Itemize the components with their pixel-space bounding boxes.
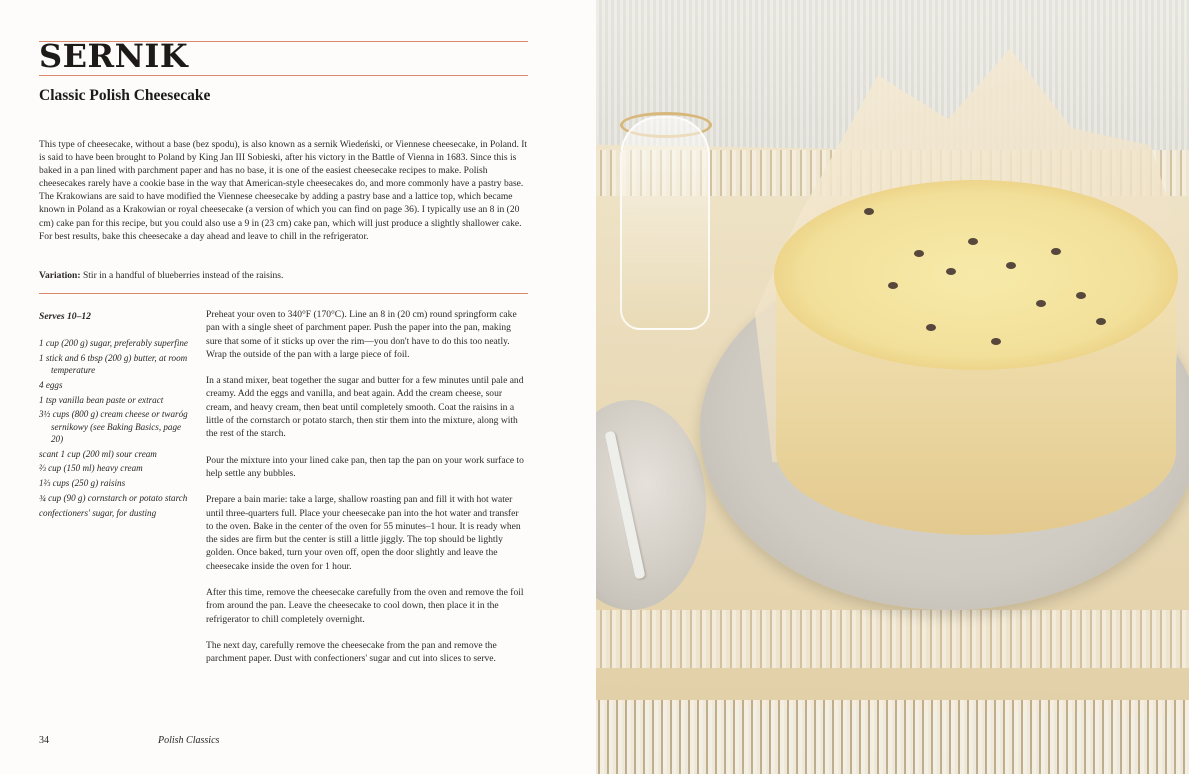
- ingredient-item: ⅔ cup (150 ml) heavy cream: [39, 463, 143, 474]
- section-rule: [39, 293, 528, 294]
- raisin: [864, 208, 874, 215]
- lace-trim: [596, 700, 1189, 774]
- ingredient-item: confectioners' sugar, for dusting: [39, 507, 157, 518]
- page-number: 34: [39, 735, 49, 746]
- method-step: Prepare a bain marie: take a large, shallow roasting pan and fill it with hot water until three-quarters full. Place your cheesecake pan into the hot water and transfer to the oven. Bake in the center of the oven for 55 minutes–1 hour. It is ready when the sides are firm but the center is still a little jiggly. The top should be lightly golden. Once baked, turn your oven off, open the door slightly and leave the cheesecake inside the oven for 1 hour.: [206, 494, 521, 572]
- variation-label: Variation:: [39, 270, 81, 281]
- ingredient-item: 1 tsp vanilla bean paste or extract: [39, 394, 164, 405]
- variation-text: Stir in a handful of blueberries instead of the raisins.: [80, 270, 284, 281]
- raisin: [1006, 262, 1016, 269]
- method-step: Preheat your oven to 340°F (170°C). Line an 8 in (20 cm) round springform cake pan with a single sheet of parchment paper. Push the paper into the pan, making sure that some of it sticks up over the rim—you don't have to do this too neatly. Wrap the outside of the pan with a large piece of foil.: [206, 309, 517, 360]
- variation-note: [39, 270, 529, 281]
- method-steps: [206, 308, 526, 679]
- cheesecake-photo: [596, 0, 1189, 774]
- recipe-subtitle: Classic Polish Cheesecake: [39, 87, 211, 104]
- cheesecake-top: [774, 180, 1178, 370]
- ingredient-item: 4 eggs: [39, 379, 63, 390]
- intro-paragraph: This type of cheesecake, without a base (bez spodu), is also known as a sernik Wiedeński, or Viennese cheesecake, in Poland. It is said to have been brought to Poland by King Jan III Sobieski, after his victory in the Battle of Vienna in 1683. Since this is baked in a pan lined with parchment paper and has no base, it is one of the easiest cheesecake recipes to make. Polish cheesecakes rarely have a cookie base in the way that American-style cheesecakes do, and more commonly have a pastry base. The Krakowians are said to have modified the Viennese cheesecake by adding a pastry base and a lattice top, which became known in Poland as a Krakowian or royal cheesecake (a version of which you can find on page 36). I typically use an 8 in (20 cm) cake pan for this recipe, but you could also use a 9 in (23 cm) cake pan, which will just produce a slightly shallower cake. For best results, bake this cheesecake a day ahead and leave to chill in the refrigerator.: [39, 139, 528, 242]
- recipe-title: SERNIK: [39, 37, 189, 75]
- ingredient-item: 1 stick and 6 tbsp (200 g) butter, at room temperature: [39, 352, 188, 375]
- ingredient-list: [39, 337, 194, 522]
- method-step: The next day, carefully remove the cheesecake from the pan and remove the parchment paper. Dust with confectioners' sugar and cut into slices to serve.: [206, 639, 497, 665]
- raisin: [968, 238, 978, 245]
- raisin: [1051, 248, 1061, 255]
- raisin: [946, 268, 956, 275]
- raisin: [914, 250, 924, 257]
- ingredient-item: 1 cup (200 g) sugar, preferably superfine: [39, 338, 188, 348]
- method-step: Pour the mixture into your lined cake pan, then tap the pan on your work surface to help settle any bubbles.: [206, 454, 524, 479]
- raisin: [926, 324, 936, 331]
- ingredient-item: 1⅔ cups (250 g) raisins: [39, 478, 126, 489]
- lace-trim: [596, 610, 1189, 668]
- ingredient-item: 3½ cups (800 g) cream cheese or twaróg sernikowy (see Baking Basics, page 20): [39, 409, 188, 444]
- title-rule-bottom: [39, 75, 528, 76]
- ingredient-item: scant 1 cup (200 ml) sour cream: [39, 448, 157, 459]
- method-step: After this time, remove the cheesecake carefully from the oven and remove the foil from around the pan. Leave the cheesecake to cool down, then place it in the refrigerator to chill completely overnight.: [206, 587, 524, 625]
- serves-label: Serves 10–12: [39, 311, 91, 322]
- raisin: [888, 282, 898, 289]
- method-step: In a stand mixer, beat together the sugar and butter for a few minutes until pale and creamy. Add the eggs and vanilla, and beat again. Add the cream cheese, sour cream, and heavy cream, then beat until completely smooth. Coat the raisins in a little of the cornstarch or potato starch, then stir them into the mixture, along with the rest of the starch.: [206, 375, 524, 440]
- raisin: [991, 338, 1001, 345]
- wine-glass: [620, 116, 710, 330]
- raisin: [1036, 300, 1046, 307]
- section-name: Polish Classics: [158, 735, 220, 746]
- raisin: [1076, 292, 1086, 299]
- ingredient-item: ¾ cup (90 g) cornstarch or potato starch: [39, 492, 188, 503]
- raisin: [1096, 318, 1106, 325]
